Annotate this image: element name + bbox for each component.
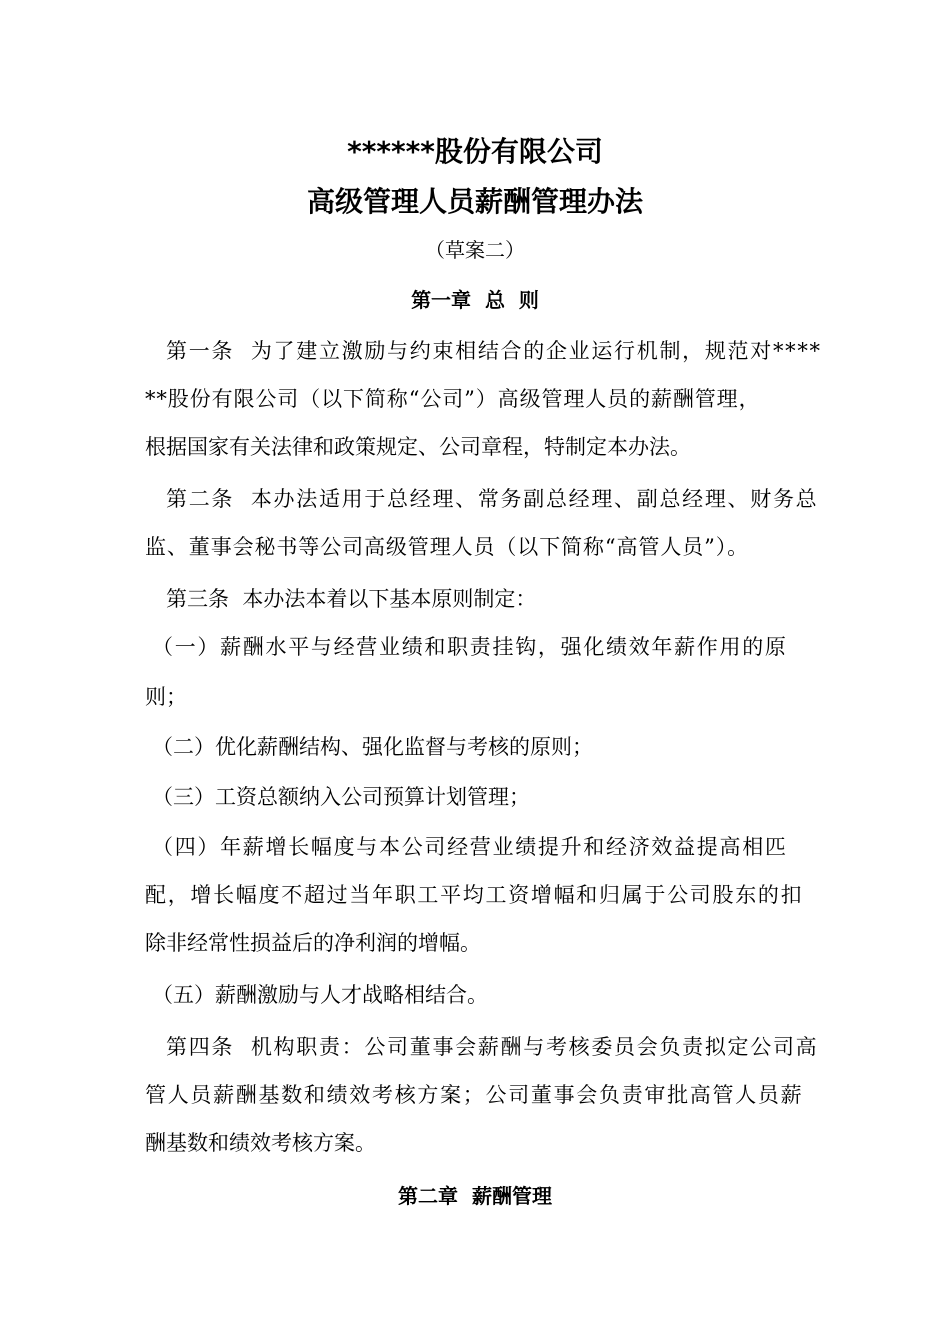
article-1-line-1: 第一条 为了建立激励与约束相结合的企业运行机制，规范对**** bbox=[166, 339, 822, 363]
article-4-line-1: 第四条 机构职责：公司董事会薪酬与考核委员会负责拟定公司高 bbox=[166, 1035, 819, 1059]
principle-5: （五）薪酬激励与人才战略相结合。 bbox=[152, 983, 488, 1007]
company-title: ******股份有限公司 bbox=[347, 135, 603, 168]
article-4-line-3: 酬基数和绩效考核方案。 bbox=[145, 1131, 376, 1155]
chapter-1-heading: 第一章 总 则 bbox=[411, 288, 539, 312]
principle-2: （二）优化薪酬结构、强化监督与考核的原则； bbox=[152, 735, 593, 759]
draft-label: （草案二） bbox=[425, 238, 525, 262]
document-title: 高级管理人员薪酬管理办法 bbox=[306, 185, 643, 218]
principle-4-line-3: 除非经常性损益后的净利润的增幅。 bbox=[145, 931, 481, 955]
principle-1-line-2: 则； bbox=[145, 685, 187, 709]
article-2-line-2: 监、董事会秘书等公司高级管理人员（以下简称“高管人员”）。 bbox=[145, 535, 750, 559]
principle-3: （三）工资总额纳入公司预算计划管理； bbox=[152, 785, 530, 809]
article-4-line-2: 管人员薪酬基数和绩效考核方案；公司董事会负责审批高管人员薪 bbox=[145, 1083, 804, 1107]
article-3-line-1: 第三条 本办法本着以下基本原则制定： bbox=[166, 587, 537, 611]
article-2-line-1: 第二条 本办法适用于总经理、常务副总经理、副总经理、财务总 bbox=[166, 487, 819, 511]
principle-4-line-2: 配，增长幅度不超过当年职工平均工资增幅和归属于公司股东的扣 bbox=[145, 883, 804, 907]
article-1-line-2: **股份有限公司（以下简称“公司”）高级管理人员的薪酬管理， bbox=[145, 387, 761, 411]
principle-4-line-1: （四）年薪增长幅度与本公司经营业绩提升和经济效益提高相匹 bbox=[152, 835, 788, 859]
principle-1-line-1: （一）薪酬水平与经营业绩和职责挂钩，强化绩效年薪作用的原 bbox=[152, 635, 788, 659]
article-1-line-3: 根据国家有关法律和政策规定、公司章程，特制定本办法。 bbox=[145, 435, 691, 459]
chapter-2-heading: 第二章 薪酬管理 bbox=[398, 1184, 552, 1208]
